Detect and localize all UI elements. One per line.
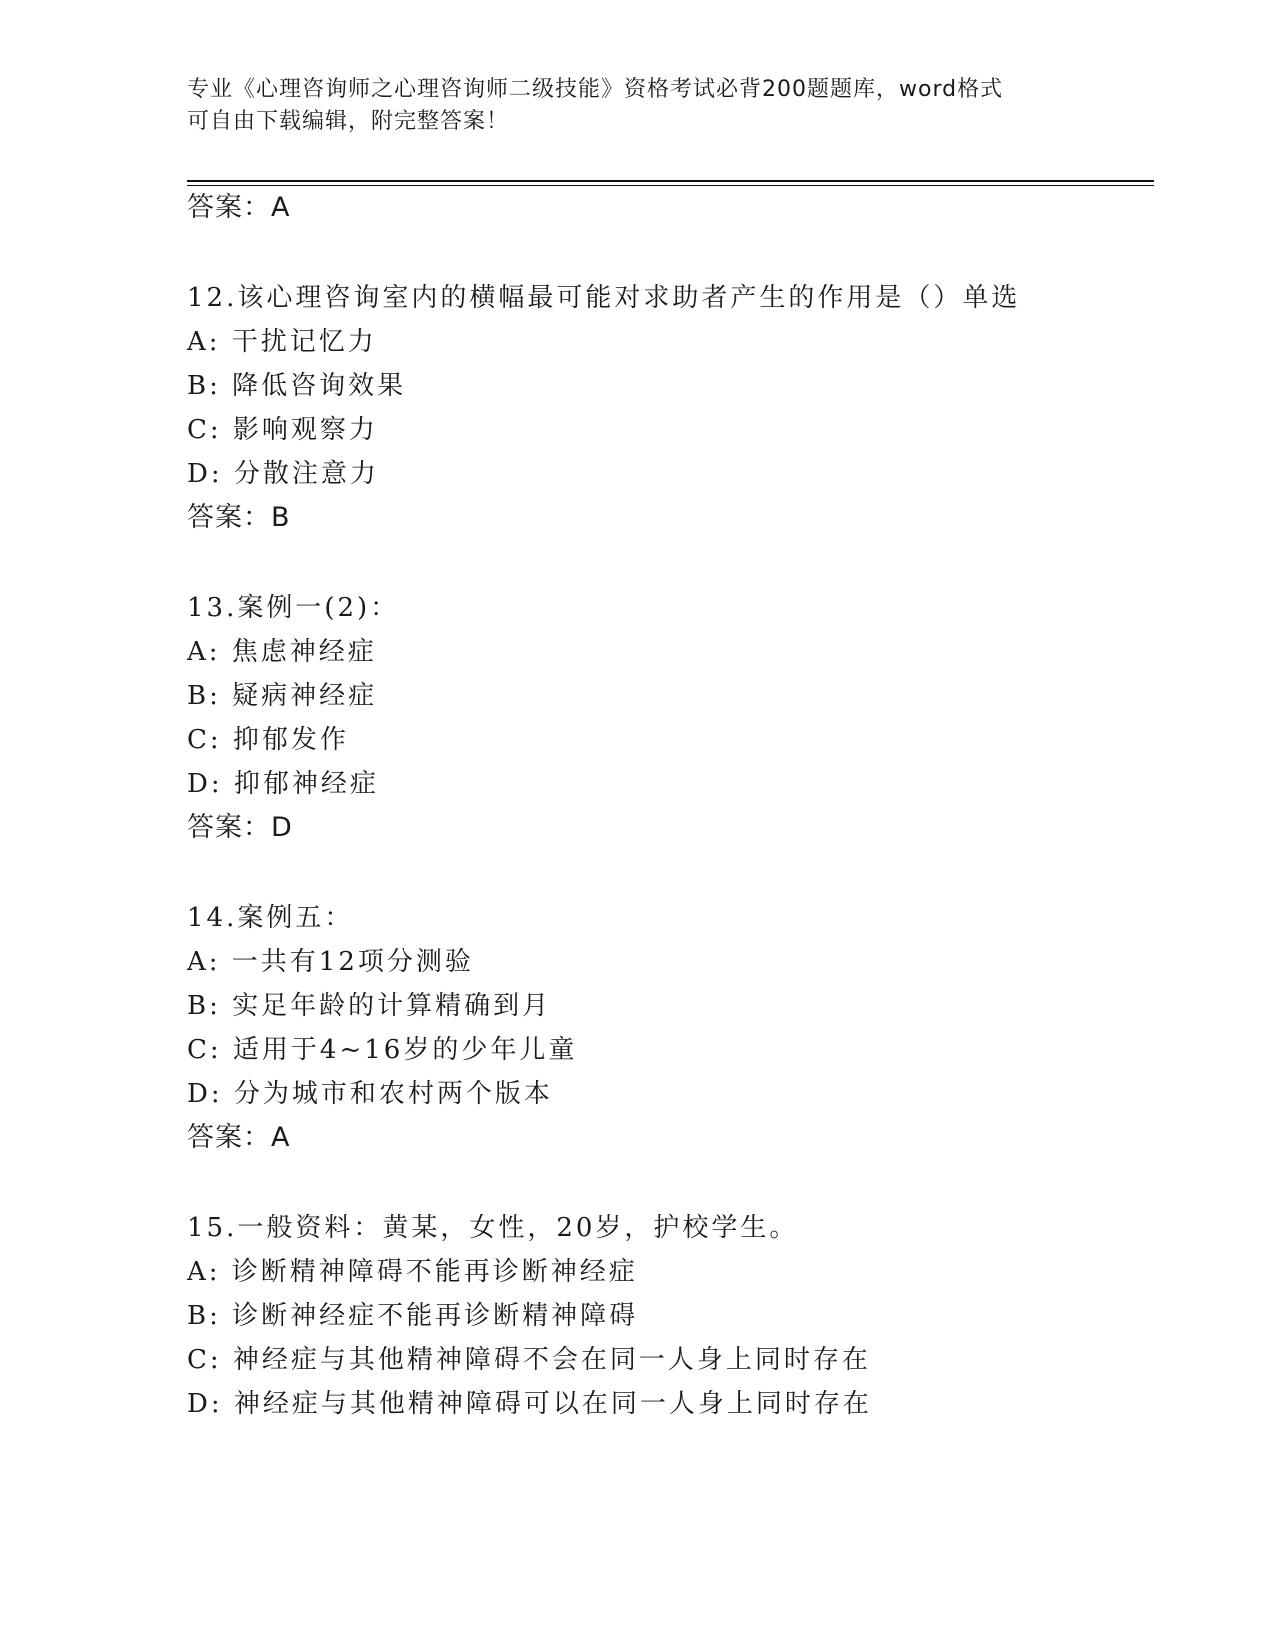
question-13: 13.案例一(2)： bbox=[187, 593, 400, 623]
q15-option-a: A: 诊断精神障碍不能再诊断神经症 bbox=[187, 1257, 638, 1287]
q15-option-b: B: 诊断神经症不能再诊断精神障碍 bbox=[187, 1301, 639, 1331]
question-14: 14.案例五： bbox=[187, 903, 354, 933]
q15-option-d: D: 神经症与其他精神障碍可以在同一人身上同时存在 bbox=[187, 1389, 872, 1419]
header-line-2: 可自由下载编辑，附完整答案！ bbox=[187, 109, 510, 134]
q13-answer: 答案：D bbox=[187, 812, 293, 843]
q14-option-c: C: 适用于4~16岁的少年儿童 bbox=[187, 1035, 578, 1065]
question-12: 12.该心理咨询室内的横幅最可能对求助者产生的作用是（）单选 bbox=[187, 283, 1021, 313]
q12-option-d: D: 分散注意力 bbox=[187, 459, 379, 489]
q12-option-b: B: 降低咨询效果 bbox=[187, 371, 407, 401]
q13-option-c: C: 抑郁发作 bbox=[187, 725, 349, 755]
q13-option-d: D: 抑郁神经症 bbox=[187, 769, 379, 799]
q12-answer: 答案：B bbox=[187, 502, 291, 533]
q14-option-d: D: 分为城市和农村两个版本 bbox=[187, 1079, 553, 1109]
header-rule-thick bbox=[187, 180, 1154, 182]
q13-option-a: A: 焦虑神经症 bbox=[187, 637, 377, 667]
q12-option-c: C: 影响观察力 bbox=[187, 415, 378, 445]
q12-option-a: A: 干扰记忆力 bbox=[187, 327, 377, 357]
header-rule-thin bbox=[187, 185, 1154, 186]
q14-option-a: A: 一共有12项分测验 bbox=[187, 947, 474, 977]
previous-answer: 答案：A bbox=[187, 192, 291, 223]
question-15: 15.一般资料：黄某，女性，20岁，护校学生。 bbox=[187, 1213, 799, 1243]
q14-option-b: B: 实足年龄的计算精确到月 bbox=[187, 991, 552, 1021]
q13-option-b: B: 疑病神经症 bbox=[187, 681, 378, 711]
page-header bbox=[187, 74, 1087, 138]
q15-option-c: C: 神经症与其他精神障碍不会在同一人身上同时存在 bbox=[187, 1345, 871, 1375]
q14-answer: 答案：A bbox=[187, 1122, 291, 1153]
header-line-1: 专业《心理咨询师之心理咨询师二级技能》资格考试必背200题题库，word格式 bbox=[187, 77, 1004, 102]
